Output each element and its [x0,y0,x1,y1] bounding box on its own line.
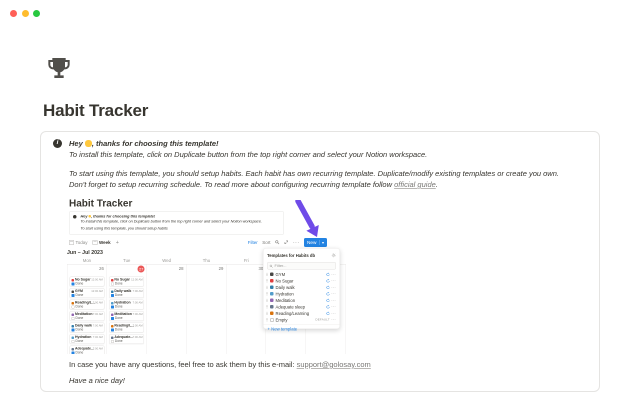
habit-name: No Sugar [114,277,130,282]
reading-icon [72,302,75,305]
item-more-icon: ··· [331,297,336,303]
calendar-day-label: Wed [162,258,171,263]
date-label: 28 [178,266,184,271]
callout-text [69,138,585,190]
done-checkbox [111,306,114,309]
greeting-line: Hey , thanks for choosing this template! [69,139,219,148]
habit-card [70,346,105,355]
done-label: Done [114,305,123,309]
done-label: Done [75,305,84,309]
done-label: Done [75,282,84,286]
habit-card [109,323,144,333]
cards-container [107,277,146,346]
done-checkbox [111,340,114,343]
item-more-icon: ··· [331,278,336,283]
search-icon [275,238,280,247]
item-more-icon: ··· [331,291,336,296]
habit-time: 7:00 AM [92,301,103,305]
templates-list [264,271,340,323]
habit-card [70,334,105,344]
reading-icon [270,312,274,316]
templates-popup-title: Templates for Habits db [267,253,316,258]
habit-card [109,334,144,344]
template-label: Hydration [275,291,294,297]
habit-time: 7:00 AM [92,347,103,351]
done-label: Done [114,328,123,332]
window-minimize-button[interactable] [22,10,29,17]
done-checkbox [72,340,75,343]
screenshot-install-line: To install this template, click on Duplicate button from the top right corner and select your Notion workspace. [80,219,262,224]
habit-card [70,311,105,321]
done-checkbox [111,294,114,297]
calendar-column [67,265,107,355]
daily-walk-icon [111,290,114,293]
done-checkbox [72,283,75,286]
habit-time: 7:00 AM [132,301,143,305]
trophy-icon-svg [43,54,75,86]
done-label: Done [114,316,123,320]
item-more-icon: ··· [331,284,336,290]
calendar-day-label: Mon [82,258,92,263]
page-title: Habit Tracker [43,101,149,120]
screenshot-page-title: Habit Tracker [69,198,133,209]
item-more-icon: ··· [331,317,336,322]
template-screenshot-image[interactable] [63,196,346,354]
habit-card [109,311,144,321]
habit-card [70,323,105,333]
habit-time: 12:00 AM [131,278,143,282]
calendar-period-label: Jun – Jul 2023 [67,249,103,256]
calendar-column [107,265,147,355]
template-item-actions [315,318,336,322]
filter-placeholder: Filter... [274,263,287,268]
install-line: To install this template, click on Duplicate button from the top right corner and select your Notion workspace. [69,150,428,159]
habit-card [70,277,105,287]
done-label: Done [75,351,84,354]
waving-hand-emoji [85,140,92,147]
habit-time: 7:00 AM [132,324,143,328]
support-email-link[interactable]: support@golosay.com [296,360,371,369]
drag-handle-icon [266,299,268,303]
info-icon: i [53,139,62,148]
screenshot-callout [69,211,284,235]
item-more-icon: ··· [331,304,336,309]
meditation-icon [270,299,274,303]
window-close-button[interactable] [10,10,17,17]
screenshot-content [63,196,346,354]
purple-annotation-arrow [291,200,323,240]
default-badge: DEFAULT [315,318,330,322]
sleep-icon [72,348,75,351]
calendar-day-label: Thu [202,258,211,263]
screenshot-toolbar [69,238,327,247]
add-view-icon: + [115,239,119,246]
calendar-day-label: Tue [123,258,131,263]
done-label: Done [75,316,84,320]
habit-name: Meditation [75,312,93,316]
screenshot-info-icon [73,215,77,219]
template-label: GYM [275,271,286,277]
more-options-icon: ··· [292,239,300,246]
template-label: Meditation [275,297,296,303]
empty-doc-icon [270,318,273,322]
date-label: 30 [258,266,264,271]
habit-name: Hydration [114,300,131,305]
done-label: Done [75,339,84,343]
new-button: New ▾ [304,238,327,247]
template-label: No Sugar [275,278,294,284]
done-checkbox [72,352,75,355]
date-label: 26 [99,266,104,271]
drag-handle-icon [266,279,268,283]
item-more-icon: ··· [331,271,336,277]
signoff-line: Have a nice day! [69,376,125,385]
habit-name: No Sugar [75,277,91,282]
sleep-icon [111,336,114,339]
habit-time: 12:00 AM [91,289,103,293]
no-sugar-icon [72,279,75,282]
done-label: Done [114,282,123,286]
template-label: Empty [275,317,288,323]
gym-icon [270,273,274,277]
sleep-icon [270,305,274,309]
done-label: Done [75,328,84,332]
drag-handle-icon [266,312,268,316]
habit-name: Daily walk [114,289,132,293]
habit-time: 7:00 AM [132,289,143,293]
drag-handle-icon [266,305,268,309]
habit-card [70,300,105,310]
habit-time: 7:00 AM [132,335,143,339]
done-checkbox [111,283,114,286]
done-label: Done [75,293,84,297]
habit-time: 7:00 AM [92,335,103,339]
no-sugar-icon [270,279,274,283]
today-date-badge: 27 [138,266,144,272]
habit-name: GYM [75,289,83,293]
date-label: 29 [218,266,224,271]
template-item [264,317,340,324]
calendar-column [226,265,266,355]
done-checkbox [72,306,75,309]
item-more-icon: ··· [331,310,336,316]
sort-button: Sort [262,240,271,245]
trophy-icon[interactable] [43,54,75,86]
habit-name: Adequate... [75,346,94,351]
cards-container [68,277,107,355]
done-checkbox [72,317,75,320]
templates-popup [263,248,340,332]
screenshot-greeting: Hey , thanks for choosing this template! [80,214,156,219]
template-label: Reading/Learning [275,310,310,316]
window-zoom-button[interactable] [33,10,40,17]
no-sugar-icon [111,279,114,282]
habit-name: Reading/L... [75,300,95,305]
drag-handle-icon [266,286,268,290]
calendar-column [147,265,187,355]
habit-name: Meditation [114,312,132,316]
recurring-icon [326,309,330,318]
calendar-column [187,265,227,355]
search-icon [270,261,274,270]
daily-walk-icon [270,286,274,290]
habit-time: 7:00 AM [92,312,103,316]
hydration-icon [72,336,75,339]
view-tab-today: Today [69,240,88,245]
habit-card [70,288,105,298]
daily-walk-icon [72,325,75,328]
habit-name: Daily walk [75,323,92,328]
done-checkbox [111,317,114,320]
template-label: Daily walk [275,284,295,290]
habit-name: Adequate... [114,335,134,339]
gear-icon [332,251,337,260]
template-item [264,310,340,317]
screenshot-setup-line: To start using this template, you should setup habits [80,226,168,231]
view-tab-week: Week [93,240,111,245]
done-label: Done [114,293,123,297]
hydration-icon [111,302,114,305]
new-template-button: + New template [264,325,340,333]
expand-icon [284,238,289,247]
timeline-view-icon [69,240,74,245]
calendar-view-icon [93,240,98,245]
habit-name: Reading/L... [114,323,135,328]
habit-time: 7:00 AM [92,324,103,328]
habit-card [109,300,144,310]
template-label: Adequate sleep [275,304,306,310]
done-checkbox [111,329,114,332]
template-item-actions [326,309,336,318]
drag-handle-icon [266,273,268,277]
gym-icon [72,290,75,293]
habit-time: 7:00 AM [132,312,143,316]
filter-button: Filter [247,240,258,245]
drag-handle-icon [266,292,268,296]
callout-block [40,131,600,392]
done-checkbox [72,329,75,332]
reading-icon [111,325,114,328]
setup-line-1: To start using this template, you should setup habits. Each habit has own recurring template. Duplicate/modify existing templates or create you own. [69,169,559,178]
habit-name: Hydration [75,335,92,339]
footer-text [69,359,585,386]
habit-card [109,277,144,287]
done-label: Done [114,339,123,343]
templates-filter-input [267,262,336,270]
meditation-icon [111,313,114,316]
habit-time: 12:00 AM [91,278,103,282]
calendar-day-label: Fri [243,258,249,263]
official-guide-link[interactable]: official guide [394,180,436,189]
chevron-down-icon: ▾ [321,240,324,245]
meditation-icon [72,313,75,316]
setup-line-2: Don't forget to setup recurring schedule. To read more about configuring recurring template follow official guide. [69,180,438,189]
habit-card [109,288,144,298]
done-checkbox [72,294,75,297]
drag-handle-icon [266,318,268,322]
hydration-icon [270,292,274,296]
contact-line: In case you have any questions, feel free to ask them by this e-mail: support@golosay.com [69,360,371,369]
